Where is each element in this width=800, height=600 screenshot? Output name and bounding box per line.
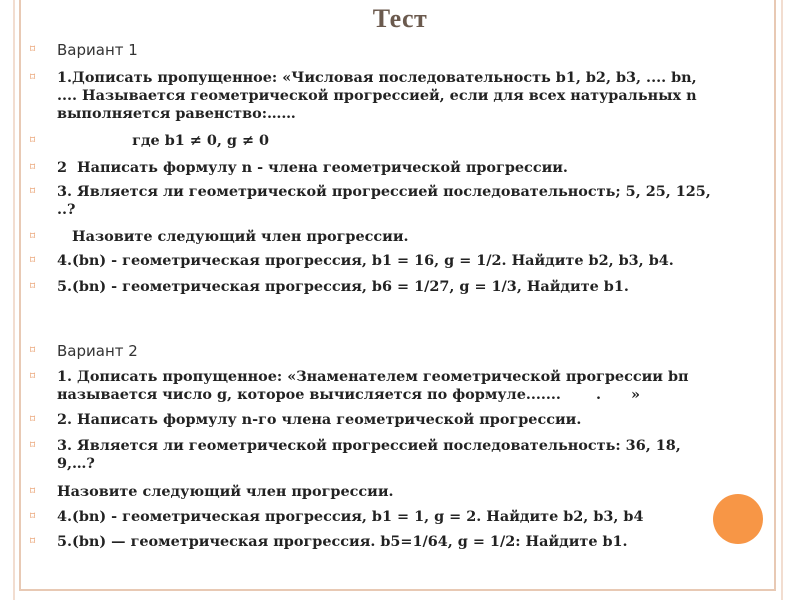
variant1-heading: Вариант 1 xyxy=(57,41,138,59)
left-border-stripe xyxy=(13,0,15,600)
v2-item-6-text: 5.(bn) — геометрическая прогрессия. b5=1/64, g = 1/2: Найдите b1. xyxy=(57,533,628,550)
bullet-icon: ⌑ xyxy=(30,536,36,547)
bullet-icon: ⌑ xyxy=(30,162,36,173)
v1-item-3-text: 2 Написать формулу n - члена геометрической прогрессии. xyxy=(57,159,568,176)
v1-item-2-text: где b1 ≠ 0, g ≠ 0 xyxy=(57,132,270,149)
bullet-icon: ⌑ xyxy=(30,231,36,242)
variant2-heading: Вариант 2 xyxy=(57,342,138,360)
bullet-icon: ⌑ xyxy=(30,511,36,522)
bullet-icon: ⌑ xyxy=(30,371,36,382)
decorative-orange-circle xyxy=(713,494,763,544)
v2-item-5-text: 4.(bn) - геометрическая прогрессия, b1 = 1, g = 2. Найдите b2, b3, b4 xyxy=(57,508,644,525)
v2-item-2-text: 2. Написать формулу n-го члена геометрической прогрессии. xyxy=(57,411,582,428)
v1-item-4-text: 3. Является ли геометрической прогрессией последовательность; 5, 25, 125, ..? xyxy=(57,183,711,218)
v2-item-4-text: Назовите следующий член прогрессии. xyxy=(57,483,394,500)
bullet-icon: ⌑ xyxy=(30,44,36,55)
v1-item-7-text: 5.(bn) - геометрическая прогрессия, b6 = 1/27, g = 1/3, Найдите b1. xyxy=(57,278,629,295)
right-border-stripe xyxy=(781,0,783,600)
bullet-icon: ⌑ xyxy=(30,440,36,451)
v2-item-3-text: 3. Является ли геометрической прогрессией последовательность: 36, 18, 9,…? xyxy=(57,437,681,472)
bullet-icon: ⌑ xyxy=(30,186,36,197)
v2-item-1-text: 1. Дописать пропущенное: «Знаменателем геометрической прогрессии bп называется число g, которое вычисляется по формуле....... . » xyxy=(57,368,689,403)
bullet-icon: ⌑ xyxy=(30,255,36,266)
v1-item-1-text: 1.Дописать пропущенное: «Числовая последовательность b1, b2, b3, .... bn, .... Называется геометрической прогрессией, если для всех натуральных n выполняется равенство:…… xyxy=(57,69,697,122)
bullet-icon: ⌑ xyxy=(30,345,36,356)
bullet-icon: ⌑ xyxy=(30,135,36,146)
bullet-icon: ⌑ xyxy=(30,486,36,497)
bullet-icon: ⌑ xyxy=(30,281,36,292)
slide-title: Тест xyxy=(372,4,428,33)
v1-item-6-text: 4.(bn) - геометрическая прогрессия, b1 = 16, g = 1/2. Найдите b2, b3, b4. xyxy=(57,252,674,269)
bullet-icon: ⌑ xyxy=(30,72,36,83)
v1-item-5-text: Назовите следующий член прогрессии. xyxy=(57,228,409,245)
bullet-icon: ⌑ xyxy=(30,414,36,425)
